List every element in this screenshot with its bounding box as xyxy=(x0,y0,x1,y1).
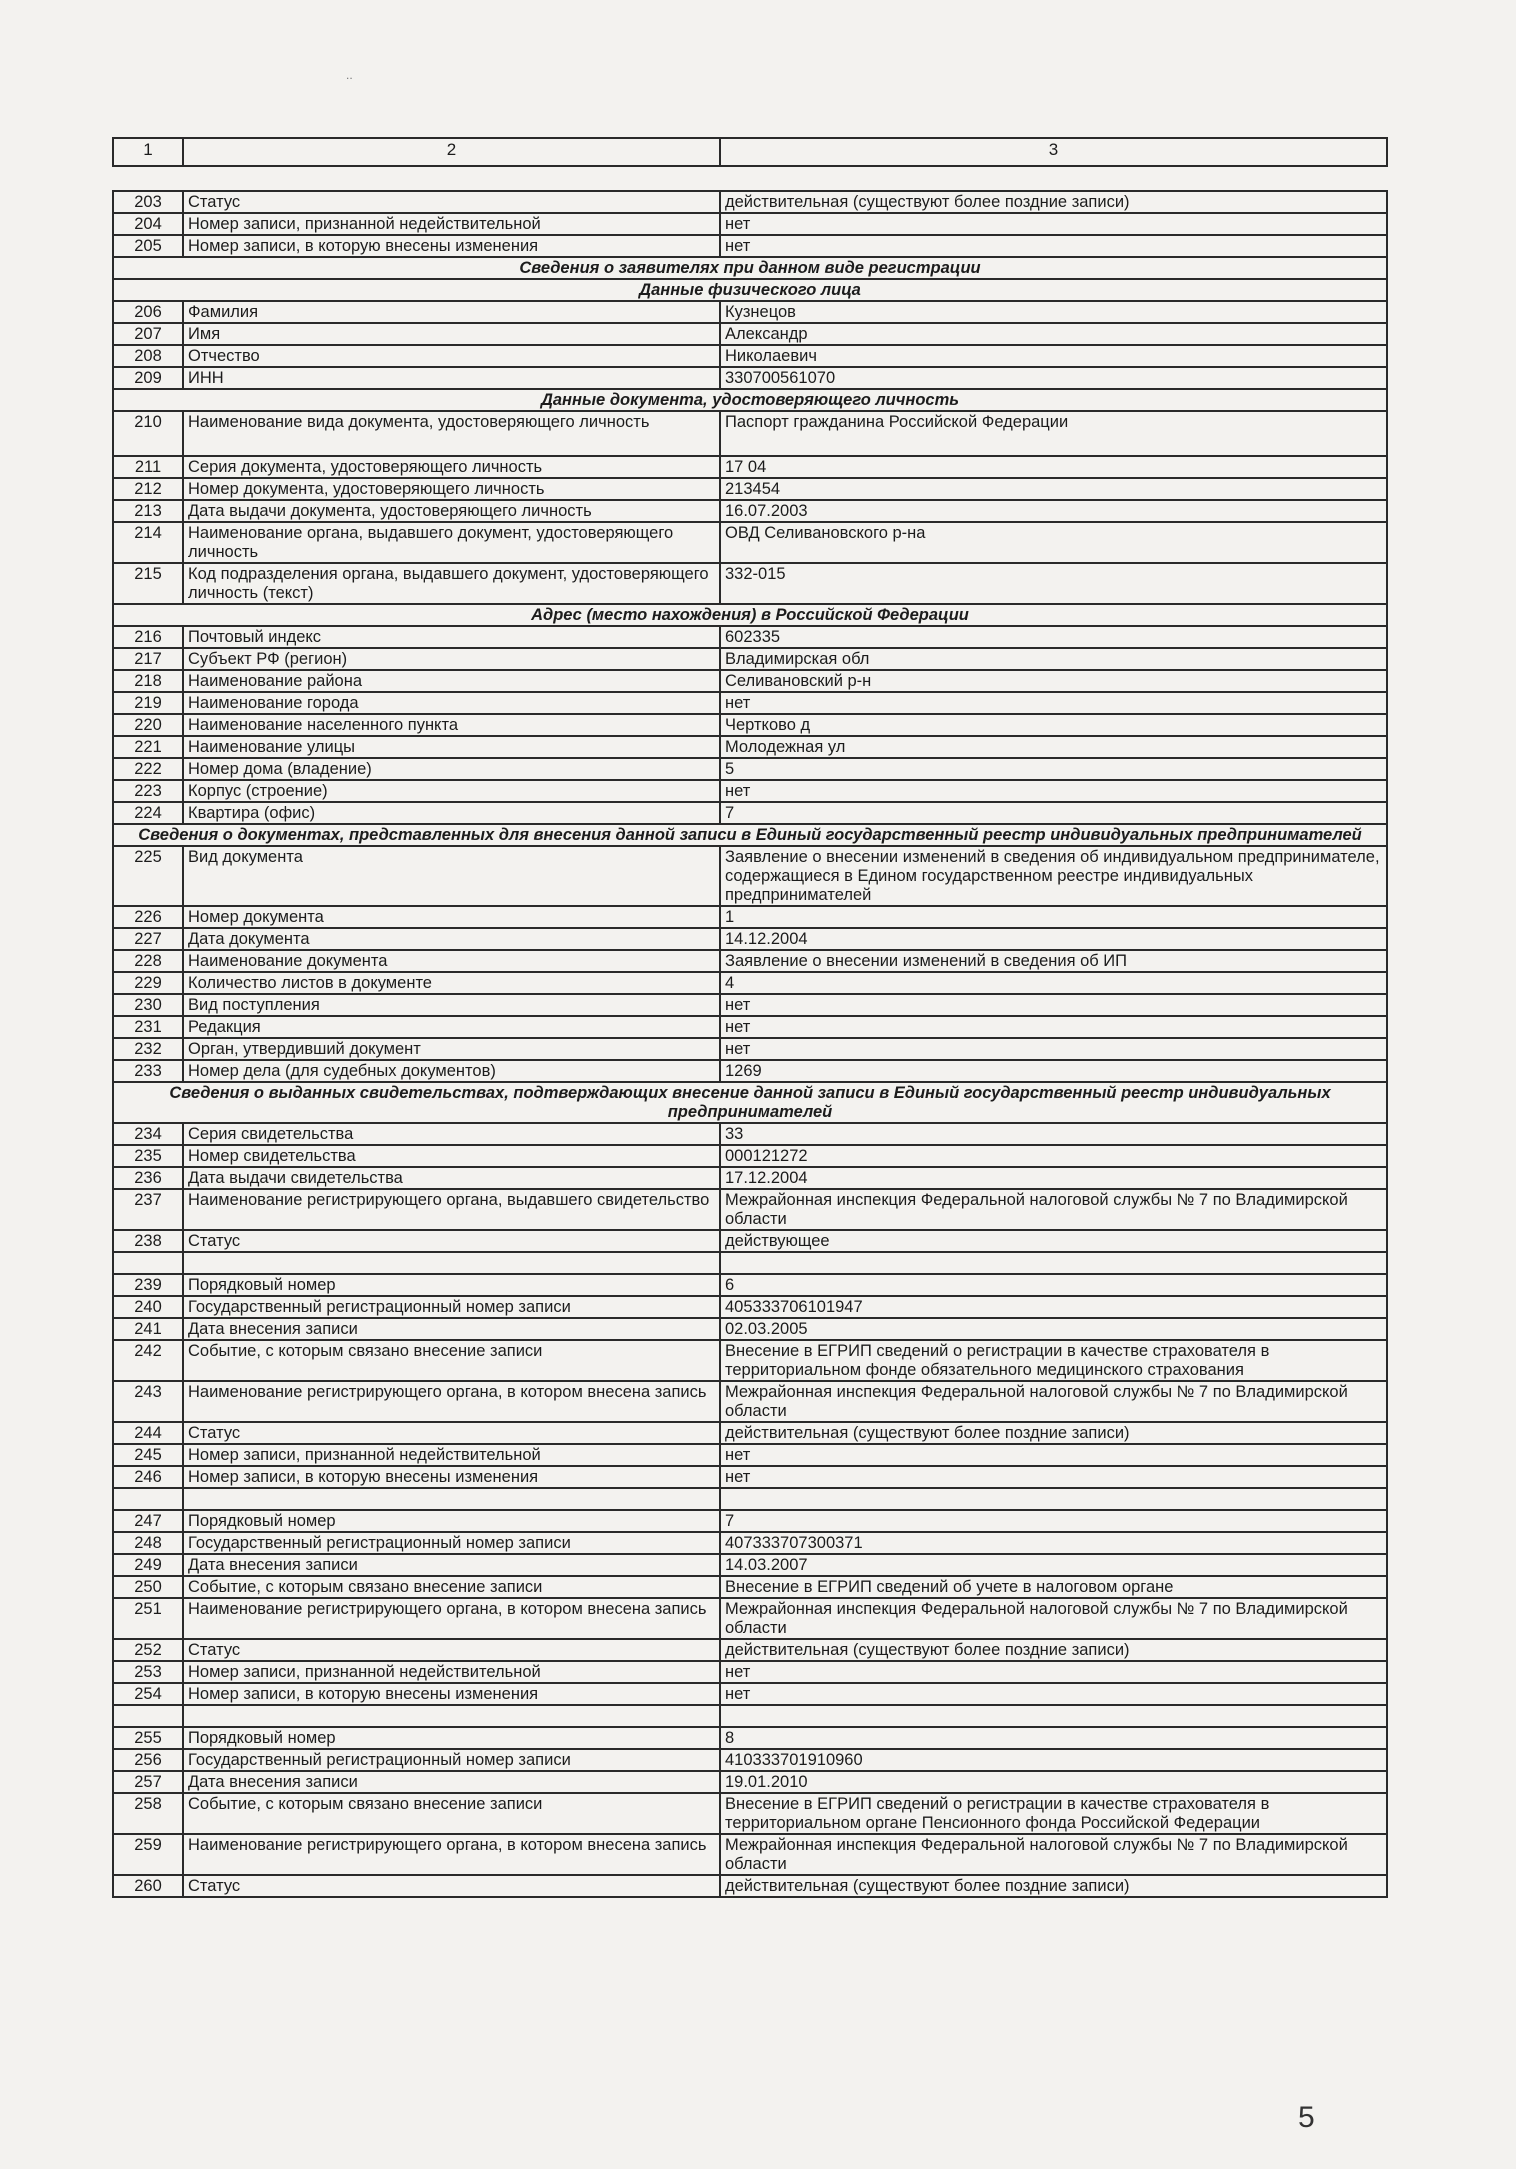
table-row xyxy=(113,411,1387,456)
table-row xyxy=(113,846,1387,906)
table-row xyxy=(113,1444,1387,1466)
table-row xyxy=(113,994,1387,1016)
empty-cell xyxy=(113,1252,183,1274)
row-number: 208 xyxy=(113,345,183,367)
field-label: Дата внесения записи xyxy=(183,1318,720,1340)
table-row xyxy=(113,478,1387,500)
row-number: 204 xyxy=(113,213,183,235)
table-row xyxy=(113,950,1387,972)
field-label: Наименование района xyxy=(183,670,720,692)
field-label: Статус xyxy=(183,1422,720,1444)
field-value: действительная (существуют более поздние записи) xyxy=(720,1639,1387,1661)
row-number: 226 xyxy=(113,906,183,928)
field-label: Номер документа xyxy=(183,906,720,928)
field-value: 410333701910960 xyxy=(720,1749,1387,1771)
field-value: нет xyxy=(720,235,1387,257)
row-number: 206 xyxy=(113,301,183,323)
row-number: 218 xyxy=(113,670,183,692)
table-row xyxy=(113,1598,1387,1639)
column-header-row xyxy=(113,138,1387,166)
table-row xyxy=(113,714,1387,736)
row-number: 224 xyxy=(113,802,183,824)
field-label: Государственный регистрационный номер записи xyxy=(183,1749,720,1771)
field-value: 7 xyxy=(720,802,1387,824)
row-number: 253 xyxy=(113,1661,183,1683)
table-row xyxy=(113,1749,1387,1771)
separator-row xyxy=(113,1705,1387,1727)
field-value: Заявление о внесении изменений в сведения об ИП xyxy=(720,950,1387,972)
field-label: Вид документа xyxy=(183,846,720,906)
row-number: 217 xyxy=(113,648,183,670)
table-row xyxy=(113,1167,1387,1189)
field-value: Межрайонная инспекция Федеральной налоговой службы № 7 по Владимирской области xyxy=(720,1834,1387,1875)
section-header-row xyxy=(113,389,1387,411)
row-number: 244 xyxy=(113,1422,183,1444)
row-number: 242 xyxy=(113,1340,183,1381)
table-row xyxy=(113,780,1387,802)
field-value: Владимирская обл xyxy=(720,648,1387,670)
field-label: Наименование населенного пункта xyxy=(183,714,720,736)
field-value: 14.03.2007 xyxy=(720,1554,1387,1576)
row-number: 227 xyxy=(113,928,183,950)
field-value: нет xyxy=(720,1466,1387,1488)
empty-cell xyxy=(720,1705,1387,1727)
field-value: 5 xyxy=(720,758,1387,780)
row-number: 210 xyxy=(113,411,183,456)
table-row xyxy=(113,1683,1387,1705)
field-label: Дата внесения записи xyxy=(183,1771,720,1793)
field-label: Наименование регистрирующего органа, в котором внесена запись xyxy=(183,1381,720,1422)
field-label: Наименование регистрирующего органа, выдавшего свидетельство xyxy=(183,1189,720,1230)
row-number: 250 xyxy=(113,1576,183,1598)
field-label: Статус xyxy=(183,1230,720,1252)
table-row xyxy=(113,1381,1387,1422)
field-value: нет xyxy=(720,994,1387,1016)
row-number: 231 xyxy=(113,1016,183,1038)
section-header-row xyxy=(113,824,1387,846)
field-value: 330700561070 xyxy=(720,367,1387,389)
page-number: 5 xyxy=(1298,2101,1315,2134)
empty-cell xyxy=(183,1488,720,1510)
row-number: 237 xyxy=(113,1189,183,1230)
section-title: Сведения о документах, представленных для внесения данной записи в Единый государственный реестр индивидуальных предпринимателей xyxy=(113,824,1387,846)
table-row xyxy=(113,1123,1387,1145)
table-row xyxy=(113,906,1387,928)
field-value: 14.12.2004 xyxy=(720,928,1387,950)
table-row xyxy=(113,1510,1387,1532)
row-number: 243 xyxy=(113,1381,183,1422)
row-number: 260 xyxy=(113,1875,183,1897)
field-value: 407333707300371 xyxy=(720,1532,1387,1554)
section-header-row xyxy=(113,1082,1387,1123)
field-label: Номер записи, признанной недействительной xyxy=(183,213,720,235)
row-number: 245 xyxy=(113,1444,183,1466)
table-row xyxy=(113,367,1387,389)
field-label: Событие, с которым связано внесение записи xyxy=(183,1340,720,1381)
field-value: 7 xyxy=(720,1510,1387,1532)
field-label: ИНН xyxy=(183,367,720,389)
field-label: Порядковый номер xyxy=(183,1274,720,1296)
field-value: 000121272 xyxy=(720,1145,1387,1167)
row-number: 239 xyxy=(113,1274,183,1296)
field-label: Номер записи, в которую внесены изменения xyxy=(183,1683,720,1705)
table-row xyxy=(113,1060,1387,1082)
table-row xyxy=(113,1340,1387,1381)
section-header-row xyxy=(113,257,1387,279)
field-value: 1269 xyxy=(720,1060,1387,1082)
table-row xyxy=(113,191,1387,213)
field-value: Внесение в ЕГРИП сведений об учете в налоговом органе xyxy=(720,1576,1387,1598)
column-header-2: 2 xyxy=(183,138,720,166)
table-row xyxy=(113,1532,1387,1554)
field-value: Александр xyxy=(720,323,1387,345)
separator-row xyxy=(113,1488,1387,1510)
field-value: нет xyxy=(720,1016,1387,1038)
table-row xyxy=(113,323,1387,345)
field-label: Порядковый номер xyxy=(183,1510,720,1532)
field-label: Номер свидетельства xyxy=(183,1145,720,1167)
field-label: Почтовый индекс xyxy=(183,626,720,648)
row-number: 252 xyxy=(113,1639,183,1661)
registry-table xyxy=(112,190,1388,1898)
row-number: 257 xyxy=(113,1771,183,1793)
registry-rows xyxy=(113,191,1387,1897)
table-row xyxy=(113,522,1387,563)
table-row xyxy=(113,1661,1387,1683)
row-number: 255 xyxy=(113,1727,183,1749)
empty-cell xyxy=(183,1705,720,1727)
field-value: 17 04 xyxy=(720,456,1387,478)
table-row xyxy=(113,1145,1387,1167)
field-label: Статус xyxy=(183,1639,720,1661)
table-row xyxy=(113,1771,1387,1793)
table-row xyxy=(113,1875,1387,1897)
field-label: Государственный регистрационный номер записи xyxy=(183,1296,720,1318)
table-row xyxy=(113,972,1387,994)
field-label: Государственный регистрационный номер записи xyxy=(183,1532,720,1554)
field-value: 16.07.2003 xyxy=(720,500,1387,522)
row-number: 209 xyxy=(113,367,183,389)
field-value: Молодежная ул xyxy=(720,736,1387,758)
row-number: 214 xyxy=(113,522,183,563)
field-value: Кузнецов xyxy=(720,301,1387,323)
field-label: Корпус (строение) xyxy=(183,780,720,802)
field-value: 602335 xyxy=(720,626,1387,648)
row-number: 247 xyxy=(113,1510,183,1532)
field-value: 6 xyxy=(720,1274,1387,1296)
row-number: 229 xyxy=(113,972,183,994)
table-row xyxy=(113,692,1387,714)
field-value: 17.12.2004 xyxy=(720,1167,1387,1189)
field-value: Чертково д xyxy=(720,714,1387,736)
field-label: Статус xyxy=(183,191,720,213)
row-number: 234 xyxy=(113,1123,183,1145)
row-number: 215 xyxy=(113,563,183,604)
row-number: 256 xyxy=(113,1749,183,1771)
field-label: Код подразделения органа, выдавшего документ, удостоверяющего личность (текст) xyxy=(183,563,720,604)
field-label: Имя xyxy=(183,323,720,345)
field-value: нет xyxy=(720,1661,1387,1683)
field-value: нет xyxy=(720,1444,1387,1466)
row-number: 213 xyxy=(113,500,183,522)
table-row xyxy=(113,213,1387,235)
field-value: Межрайонная инспекция Федеральной налоговой службы № 7 по Владимирской области xyxy=(720,1598,1387,1639)
field-value: 405333706101947 xyxy=(720,1296,1387,1318)
row-number: 232 xyxy=(113,1038,183,1060)
table-row xyxy=(113,345,1387,367)
table-row xyxy=(113,1639,1387,1661)
field-value: нет xyxy=(720,1038,1387,1060)
row-number: 258 xyxy=(113,1793,183,1834)
field-label: Номер записи, в которую внесены изменения xyxy=(183,235,720,257)
row-number: 203 xyxy=(113,191,183,213)
field-label: Серия свидетельства xyxy=(183,1123,720,1145)
table-row xyxy=(113,758,1387,780)
table-row xyxy=(113,736,1387,758)
field-value: действительная (существуют более поздние записи) xyxy=(720,191,1387,213)
field-label: Наименование регистрирующего органа, в котором внесена запись xyxy=(183,1598,720,1639)
field-value: действующее xyxy=(720,1230,1387,1252)
row-number: 233 xyxy=(113,1060,183,1082)
field-value: нет xyxy=(720,780,1387,802)
field-label: Событие, с которым связано внесение записи xyxy=(183,1576,720,1598)
table-row xyxy=(113,1016,1387,1038)
field-value: Межрайонная инспекция Федеральной налоговой службы № 7 по Владимирской области xyxy=(720,1381,1387,1422)
row-number: 236 xyxy=(113,1167,183,1189)
table-row xyxy=(113,1296,1387,1318)
field-label: Номер дома (владение) xyxy=(183,758,720,780)
row-number: 219 xyxy=(113,692,183,714)
table-row xyxy=(113,500,1387,522)
field-value: нет xyxy=(720,213,1387,235)
field-value: 4 xyxy=(720,972,1387,994)
field-value: Николаевич xyxy=(720,345,1387,367)
field-value: 33 xyxy=(720,1123,1387,1145)
field-label: Номер документа, удостоверяющего личность xyxy=(183,478,720,500)
field-label: Наименование вида документа, удостоверяющего личность xyxy=(183,411,720,456)
section-title: Адрес (место нахождения) в Российской Федерации xyxy=(113,604,1387,626)
table-row xyxy=(113,1576,1387,1598)
field-label: Дата внесения записи xyxy=(183,1554,720,1576)
field-value: Селивановский р-н xyxy=(720,670,1387,692)
table-row xyxy=(113,1793,1387,1834)
field-label: Дата выдачи документа, удостоверяющего личность xyxy=(183,500,720,522)
table-row xyxy=(113,456,1387,478)
field-label: Номер записи, в которую внесены изменения xyxy=(183,1466,720,1488)
column-header-3: 3 xyxy=(720,138,1387,166)
row-number: 225 xyxy=(113,846,183,906)
field-label: Орган, утвердивший документ xyxy=(183,1038,720,1060)
field-label: Серия документа, удостоверяющего личность xyxy=(183,456,720,478)
field-label: Номер записи, признанной недействительной xyxy=(183,1661,720,1683)
table-row xyxy=(113,563,1387,604)
table-row xyxy=(113,1230,1387,1252)
table-row xyxy=(113,802,1387,824)
table-row xyxy=(113,1318,1387,1340)
table-row xyxy=(113,928,1387,950)
field-label: Дата документа xyxy=(183,928,720,950)
scan-mark: .. xyxy=(346,68,353,82)
field-label: Субъект РФ (регион) xyxy=(183,648,720,670)
field-value: Внесение в ЕГРИП сведений о регистрации в качестве страхователя в территориальном органе Пенсионного фонда Российской Федерации xyxy=(720,1793,1387,1834)
empty-cell xyxy=(113,1705,183,1727)
section-header-row xyxy=(113,604,1387,626)
section-title: Данные документа, удостоверяющего личность xyxy=(113,389,1387,411)
field-value: 19.01.2010 xyxy=(720,1771,1387,1793)
table-row xyxy=(113,1727,1387,1749)
row-number: 238 xyxy=(113,1230,183,1252)
empty-cell xyxy=(113,1488,183,1510)
table-row xyxy=(113,626,1387,648)
row-number: 246 xyxy=(113,1466,183,1488)
field-label: Номер записи, признанной недействительной xyxy=(183,1444,720,1466)
row-number: 207 xyxy=(113,323,183,345)
row-number: 222 xyxy=(113,758,183,780)
table-row xyxy=(113,1274,1387,1296)
field-value: Паспорт гражданина Российской Федерации xyxy=(720,411,1387,456)
row-number: 254 xyxy=(113,1683,183,1705)
row-number: 211 xyxy=(113,456,183,478)
row-number: 240 xyxy=(113,1296,183,1318)
row-number: 228 xyxy=(113,950,183,972)
empty-cell xyxy=(183,1252,720,1274)
field-label: Вид поступления xyxy=(183,994,720,1016)
field-value: 1 xyxy=(720,906,1387,928)
table-row xyxy=(113,1189,1387,1230)
row-number: 259 xyxy=(113,1834,183,1875)
empty-cell xyxy=(720,1488,1387,1510)
section-title: Сведения о выданных свидетельствах, подтверждающих внесение данной записи в Единый государственный реестр индивидуальных предпринимателей xyxy=(113,1082,1387,1123)
field-label: Наименование улицы xyxy=(183,736,720,758)
row-number: 221 xyxy=(113,736,183,758)
row-number: 205 xyxy=(113,235,183,257)
field-value: 213454 xyxy=(720,478,1387,500)
section-title: Данные физического лица xyxy=(113,279,1387,301)
table-row xyxy=(113,670,1387,692)
table-row xyxy=(113,235,1387,257)
field-label: Наименование города xyxy=(183,692,720,714)
empty-cell xyxy=(720,1252,1387,1274)
row-number: 249 xyxy=(113,1554,183,1576)
column-header-1: 1 xyxy=(113,138,183,166)
row-number: 212 xyxy=(113,478,183,500)
row-number: 216 xyxy=(113,626,183,648)
table-row xyxy=(113,1038,1387,1060)
field-label: Событие, с которым связано внесение записи xyxy=(183,1793,720,1834)
field-label: Редакция xyxy=(183,1016,720,1038)
field-value: ОВД Селивановского р-на xyxy=(720,522,1387,563)
field-value: нет xyxy=(720,1683,1387,1705)
field-label: Наименование органа, выдавшего документ, удостоверяющего личность xyxy=(183,522,720,563)
field-label: Наименование регистрирующего органа, в котором внесена запись xyxy=(183,1834,720,1875)
field-label: Номер дела (для судебных документов) xyxy=(183,1060,720,1082)
row-number: 251 xyxy=(113,1598,183,1639)
field-label: Наименование документа xyxy=(183,950,720,972)
field-value: нет xyxy=(720,692,1387,714)
separator-row xyxy=(113,1252,1387,1274)
field-value: 8 xyxy=(720,1727,1387,1749)
field-label: Порядковый номер xyxy=(183,1727,720,1749)
field-value: Заявление о внесении изменений в сведения об индивидуальном предпринимателе, содержащиеся в Едином государственном реестре индивидуальных предпринимателей xyxy=(720,846,1387,906)
field-value: действительная (существуют более поздние записи) xyxy=(720,1422,1387,1444)
field-label: Дата выдачи свидетельства xyxy=(183,1167,720,1189)
row-number: 220 xyxy=(113,714,183,736)
field-value: действительная (существуют более поздние записи) xyxy=(720,1875,1387,1897)
section-header-row xyxy=(113,279,1387,301)
field-label: Количество листов в документе xyxy=(183,972,720,994)
row-number: 241 xyxy=(113,1318,183,1340)
field-value: 02.03.2005 xyxy=(720,1318,1387,1340)
field-value: 332-015 xyxy=(720,563,1387,604)
field-label: Фамилия xyxy=(183,301,720,323)
column-header-table xyxy=(112,137,1388,167)
section-title: Сведения о заявителях при данном виде регистрации xyxy=(113,257,1387,279)
table-row xyxy=(113,1466,1387,1488)
field-label: Квартира (офис) xyxy=(183,802,720,824)
table-row xyxy=(113,1834,1387,1875)
table-row xyxy=(113,648,1387,670)
field-value: Внесение в ЕГРИП сведений о регистрации в качестве страхователя в территориальном фонде обязательного медицинского страхования xyxy=(720,1340,1387,1381)
table-row xyxy=(113,1554,1387,1576)
row-number: 230 xyxy=(113,994,183,1016)
field-label: Статус xyxy=(183,1875,720,1897)
field-value: Межрайонная инспекция Федеральной налоговой службы № 7 по Владимирской области xyxy=(720,1189,1387,1230)
row-number: 248 xyxy=(113,1532,183,1554)
row-number: 235 xyxy=(113,1145,183,1167)
table-row xyxy=(113,301,1387,323)
field-label: Отчество xyxy=(183,345,720,367)
row-number: 223 xyxy=(113,780,183,802)
table-row xyxy=(113,1422,1387,1444)
